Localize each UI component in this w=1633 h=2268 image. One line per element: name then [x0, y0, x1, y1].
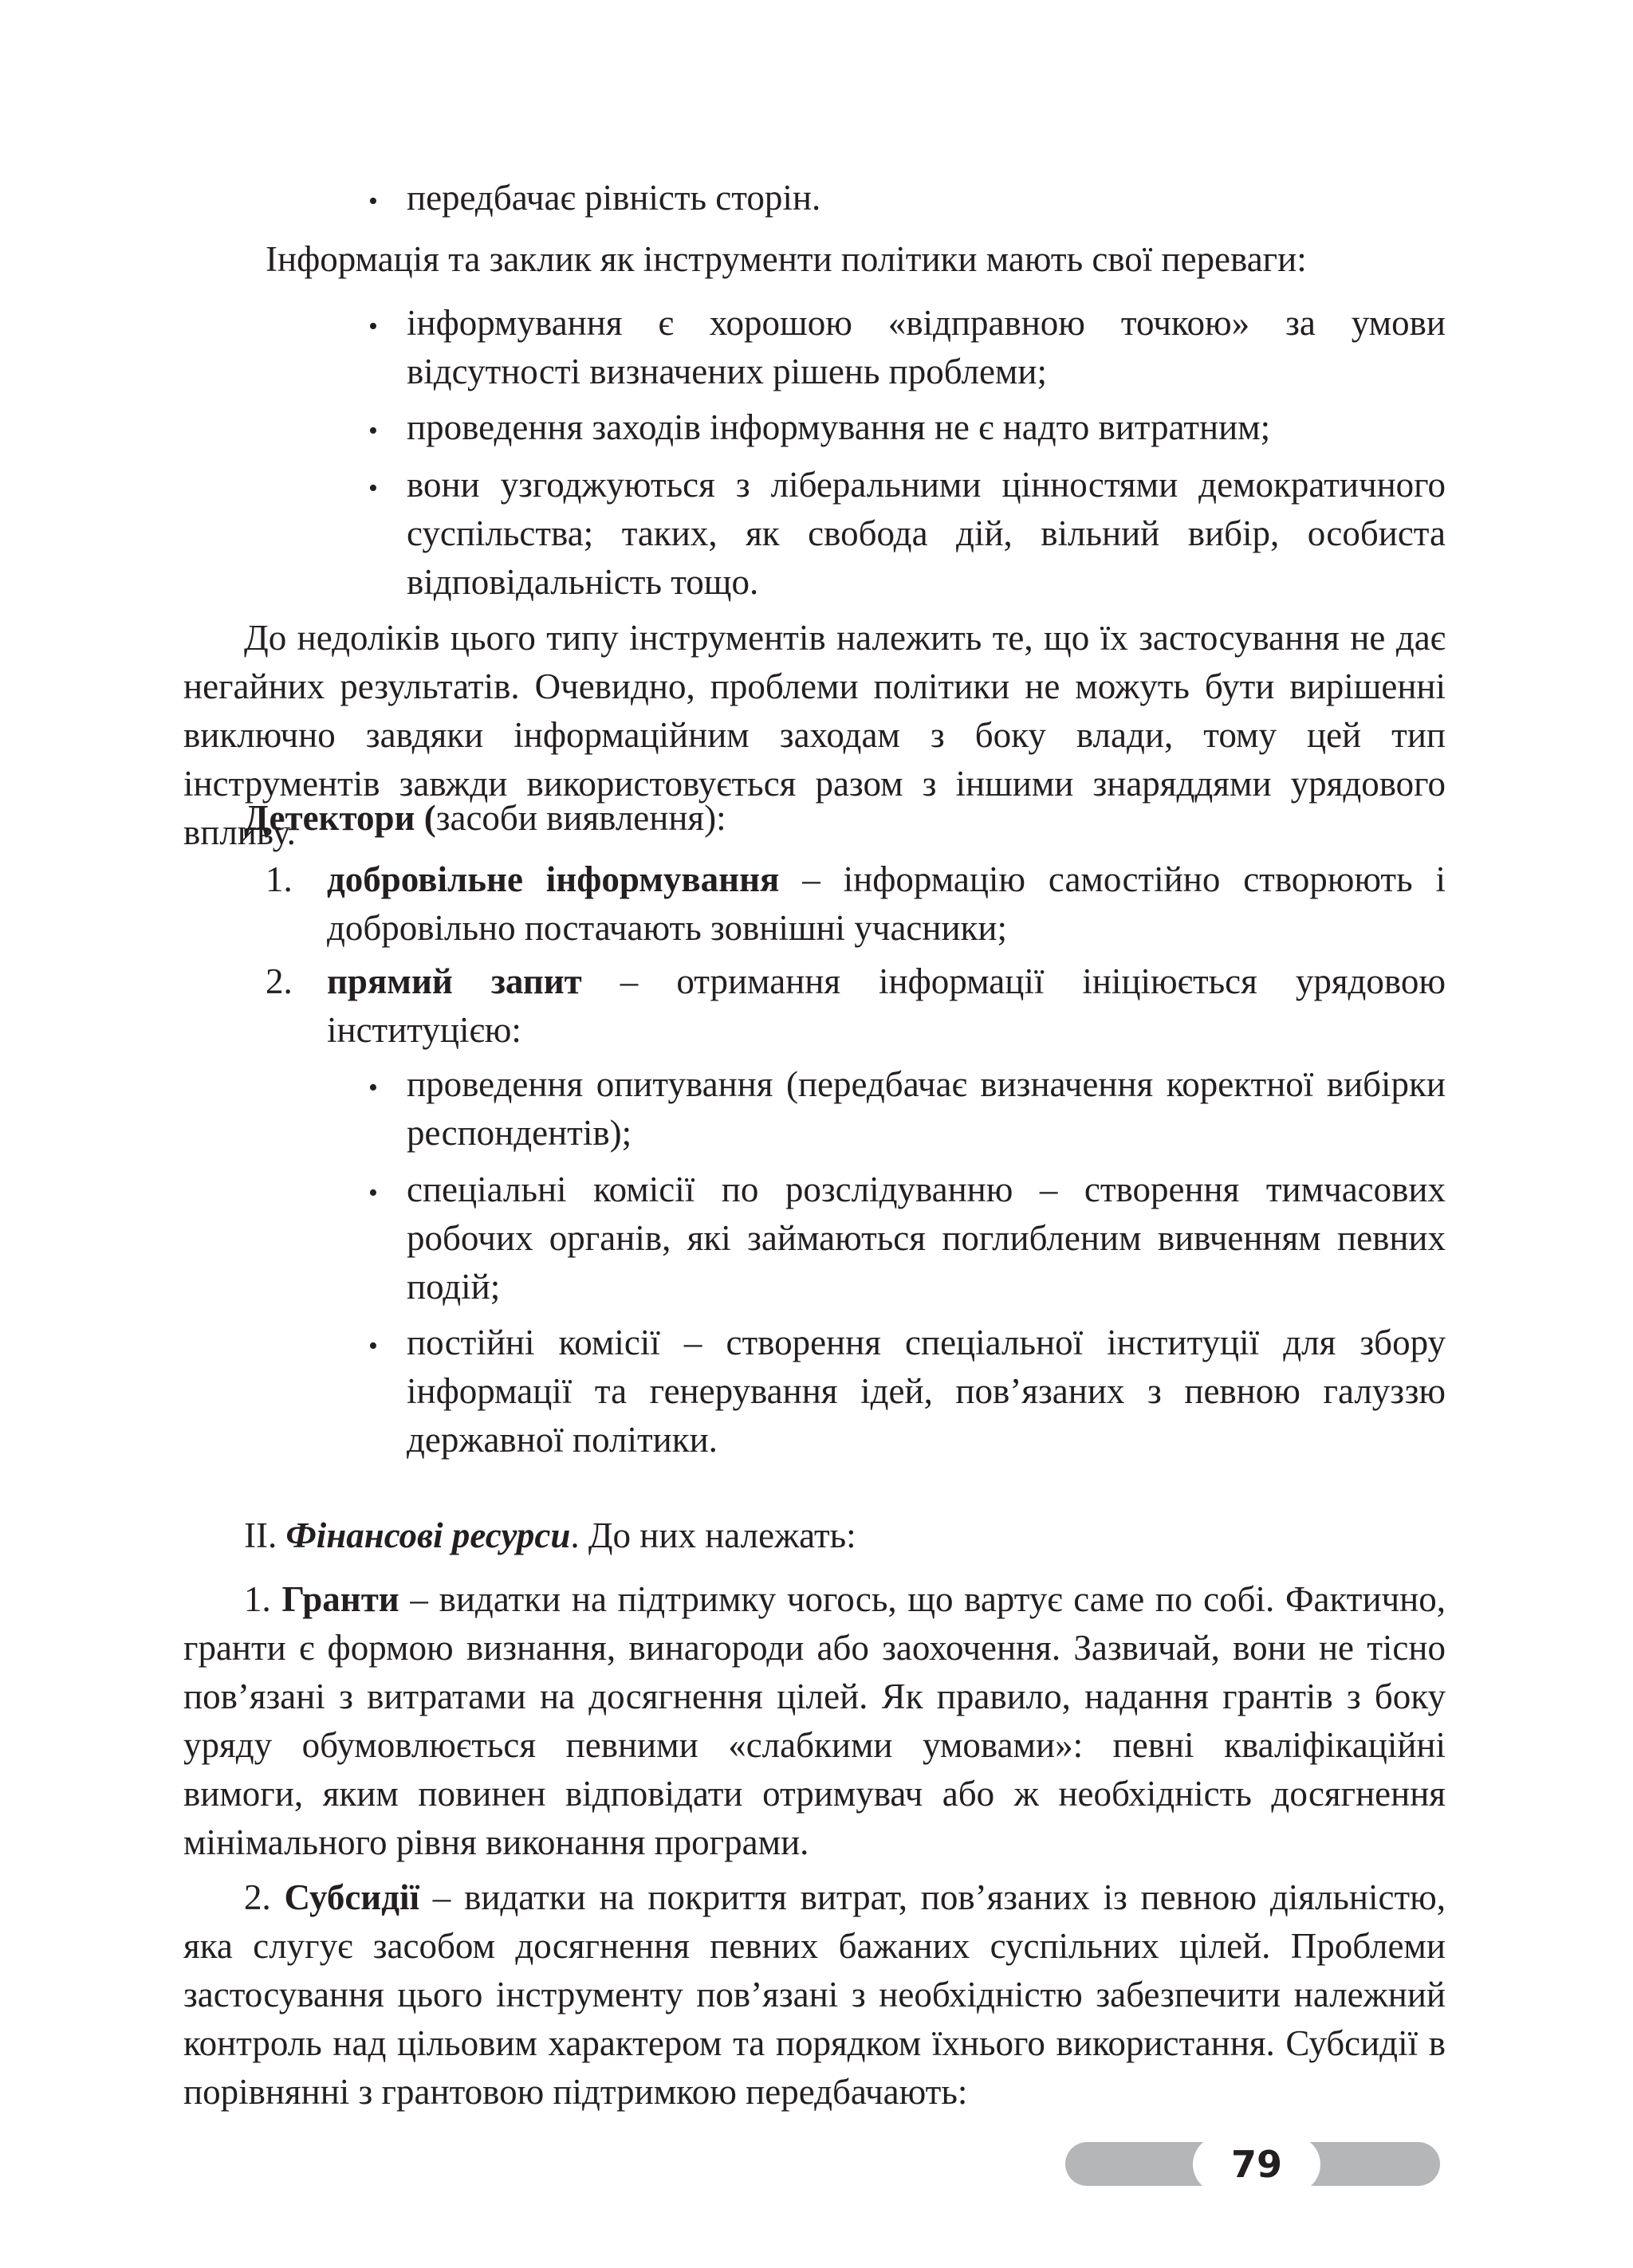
bullet-icon: •	[368, 312, 378, 341]
bullet-item: передбачає рівність сторін.	[407, 178, 821, 218]
bullet-item: спеціальні комісії по розслідуванню – створення тимчасових робочих органів, які займаються поглибленим вивченням певних подій;	[407, 1169, 1446, 1307]
numbered-item	[327, 957, 1446, 1055]
subsidies-term: Субсидії	[284, 1877, 419, 1917]
section-title: Фінансові ресурси	[285, 1515, 571, 1555]
bullet-icon: •	[368, 187, 378, 216]
bullet-icon: •	[368, 1331, 378, 1361]
paragraph-intro: Інформація та заклик як інструменти політики мають свої переваги:	[266, 239, 1307, 279]
bullet-item: вони узгоджуються з ліберальними цінностями демократичного суспільства; таких, як свобода дій, вільний вибір, особиста відповідальність тощо.	[407, 465, 1446, 602]
page-number: 79	[1193, 2136, 1320, 2193]
paragraph-grants	[183, 1575, 1446, 1867]
grants-number: 1.	[244, 1579, 282, 1619]
bullet-icon: •	[368, 474, 378, 503]
definition: – інформацію самостійно створюють і добровільно постачають зовнішні учасники;	[327, 859, 1446, 948]
term: добровільне інформування	[327, 859, 780, 899]
subsidies-number: 2.	[244, 1877, 285, 1917]
grants-text: – видатки на підтримку чогось, що вартує саме по собі. Фактично, гранти є формою визнання, винагороди або заохочення. Зазвичай, вони не тісно пов’язані з витратами на досягнення цілей. Як правило, надання грантів з боку уряду обумовлюється певними «слабкими умовами»: певні кваліфікаційні вимоги, яким повинен відповідати отримувач або ж необхідність досягнення мінімального рівня виконання програми.	[183, 1579, 1446, 1862]
bullet-icon: •	[368, 1178, 378, 1208]
bullet-icon: •	[368, 1073, 378, 1103]
section-heading	[244, 1511, 1440, 1560]
bullet-icon: •	[368, 416, 378, 446]
bullet-item: постійні комісії – створення спеціальної інституції для збору інформації та генерування ідей, пов’язаних з певною галуззю державної політики.	[407, 1323, 1446, 1460]
subsidies-text: – видатки на покриття витрат, пов’язаних із певною діяльністю, яка слугує засобом досягнення певних бажаних суспільних цілей. Проблеми застосування цього інструменту пов’язані з необхідністю забезпечити належний контроль над цільовим характером та порядком їхнього використання. Субсидії в порівнянні з грантовою підтримкою передбачають:	[183, 1877, 1446, 2112]
detectors-desc: засоби виявлення):	[435, 798, 726, 838]
paragraph-disadvantages: До недоліків цього типу інструментів належить те, що їх застосування не дає негайних результатів. Очевидно, проблеми політики не можуть бути вирішенні виключно завдяки інформаційним заходам з боку влади, тому цей тип інструментів завжди використовується разом з іншими знаряддями урядового впливу.	[183, 618, 1446, 852]
bullet-item: інформування є хорошою «відправною точкою» за умови відсутності визначених рішень проблеми;	[407, 303, 1446, 391]
list-number: 1.	[266, 859, 293, 899]
bullet-item: проведення опитування (передбачає визначення коректної вибірки респондентів);	[407, 1064, 1446, 1153]
detectors-heading	[244, 794, 1440, 843]
term: прямий запит	[327, 961, 582, 1001]
detectors-label: Детектори (	[244, 798, 436, 838]
section-intro: . До них належать:	[570, 1515, 856, 1555]
section-number: II.	[244, 1515, 286, 1555]
grants-term: Гранти	[281, 1579, 399, 1619]
numbered-item	[327, 855, 1446, 953]
list-number: 2.	[266, 961, 293, 1001]
paragraph-subsidies	[183, 1873, 1446, 2117]
bullet-item: проведення заходів інформування не є надто витратним;	[407, 407, 1271, 447]
definition: – отримання інформації ініціюється урядовою інституцією:	[327, 961, 1446, 1050]
